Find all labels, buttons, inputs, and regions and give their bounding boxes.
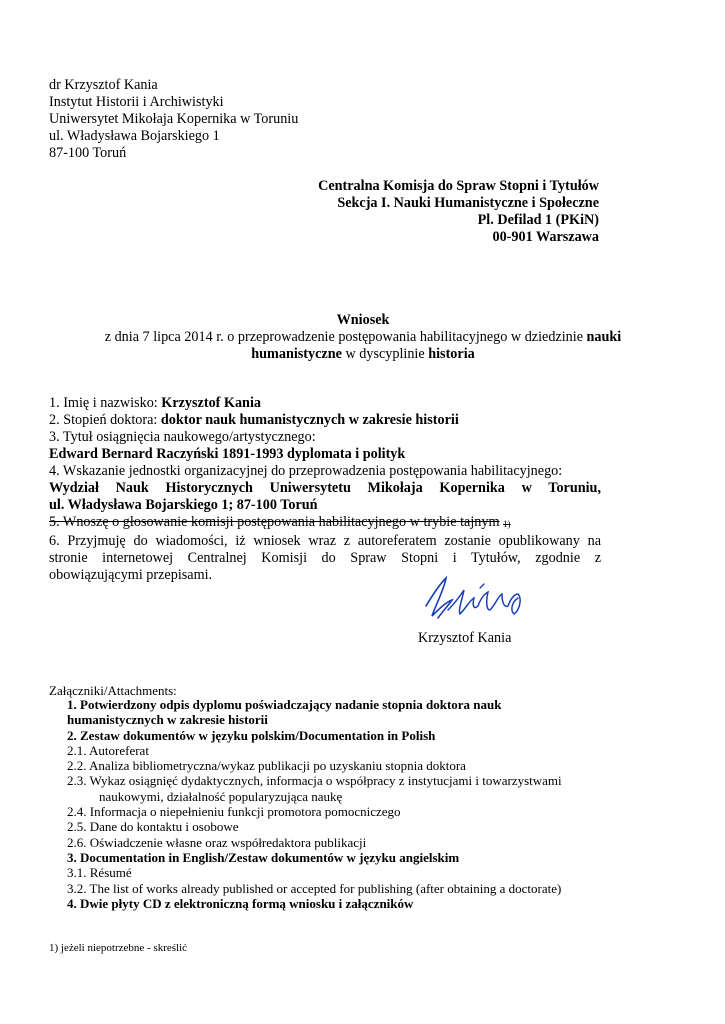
attachment-2-6: 2.6. Oświadczenie własne oraz współredaktora publikacji xyxy=(67,834,367,850)
sender-name: dr Krzysztof Kania xyxy=(49,77,158,93)
field-b: humanistyczne xyxy=(251,346,342,362)
attachments-list xyxy=(67,697,627,911)
item-3-label: 3. Tytuł osiągnięcia naukowego/artystycznego: xyxy=(49,429,316,445)
attachment-2-3-line-2: naukowymi, działalność popularyzująca naukę xyxy=(99,788,343,804)
sender-address xyxy=(49,77,298,162)
attachment-3-2: 3.2. The list of works already published or accepted for publishing (after obtaining a doctorate) xyxy=(67,880,562,896)
item-5 xyxy=(49,514,601,533)
attachment-2-3-line-1: 2.3. Wykaz osiągnięć dydaktycznych, informacja o współpracy z instytucjami i towarzystwami xyxy=(67,773,562,789)
item-2 xyxy=(49,412,601,429)
sender-street: ul. Władysława Bojarskiego 1 xyxy=(49,128,220,144)
item-3-value xyxy=(49,446,601,463)
field-a: nauki xyxy=(586,329,622,345)
attachments-heading: Załączniki/Attachments: xyxy=(49,683,177,698)
recipient-commission: Centralna Komisja do Spraw Stopni i Tytułów xyxy=(318,178,599,194)
attachment-4: 4. Dwie płyty CD z elektroniczną formą wniosku i załączników xyxy=(67,895,414,911)
application-items xyxy=(49,395,601,584)
attachment-1-line-1: 1. Potwierdzony odpis dyplomu poświadczający nadanie stopnia doktora nauk xyxy=(67,697,502,712)
handwritten-signature xyxy=(418,570,548,632)
item-4-value-2 xyxy=(49,497,601,514)
application-line-2-text: w dyscyplinie xyxy=(341,346,429,362)
item-6-line-2: stronie internetowej Centralnej Komisji do Spraw Stopni i Tytułów, zgodnie z xyxy=(49,550,601,566)
discipline: historia xyxy=(428,346,475,362)
item-2-label: 2. Stopień doktora: xyxy=(49,412,161,428)
attachment-2-4: 2.4. Informacja o niepełnieniu funkcji promotora pomocniczego xyxy=(67,804,401,820)
item-4-label: 4. Wskazanie jednostki organizacyjnej do przeprowadzenia postępowania habilitacyjnego: xyxy=(49,463,563,479)
item-6-line-1: 6. Przyjmuję do wiadomości, iż wniosek wraz z autoreferatem zostanie opublikowany na xyxy=(49,533,601,549)
item-4-value-1 xyxy=(49,480,601,497)
application-title: Wniosek xyxy=(336,312,390,328)
item-1-label: 1. Imię i nazwisko: xyxy=(49,395,162,411)
signer-name: Krzysztof Kania xyxy=(418,630,512,646)
sender-institute: Instytut Historii i Archiwistyki xyxy=(49,94,224,110)
attachment-2: 2. Zestaw dokumentów w języku polskim/Documentation in Polish xyxy=(67,727,436,743)
recipient-city: 00-901 Warszawa xyxy=(492,229,599,245)
sender-university: Uniwersytet Mikołaja Kopernika w Toruniu xyxy=(49,111,299,127)
application-heading xyxy=(40,312,686,363)
application-line-1-text: z dnia 7 lipca 2014 r. o przeprowadzenie postępowania habilitacyjnego w dziedzinie xyxy=(104,329,587,345)
item-3-value-text: Edward Bernard Raczyński 1891-1993 dyplomata i polityk xyxy=(49,446,406,462)
attachment-2-2: 2.2. Analiza bibliometryczna/wykaz publikacji po uzyskaniu stopnia doktora xyxy=(67,758,466,774)
footnote: 1) jeżeli niepotrzebne - skreślić xyxy=(49,942,188,954)
attachment-2-1: 2.1. Autoreferat xyxy=(67,742,149,758)
item-1 xyxy=(49,395,601,412)
sender-city: 87-100 Toruń xyxy=(49,145,127,161)
item-5-text: 5. Wnoszę o głosowanie komisji postępowania habilitacyjnego w trybie tajnym xyxy=(49,514,500,530)
item-5-note: 1) xyxy=(503,519,511,529)
item-2-value: doktor nauk humanistycznych w zakresie historii xyxy=(160,412,459,428)
attachment-1-line-2: humanistycznych w zakresie historii xyxy=(67,712,268,728)
application-line-1 xyxy=(40,329,686,346)
item-1-value: Krzysztof Kania xyxy=(161,395,261,411)
recipient-section: Sekcja I. Nauki Humanistyczne i Społeczne xyxy=(337,195,599,211)
item-6-line-3: obowiązującymi przepisami. xyxy=(49,567,213,583)
item-4-value-2-text: ul. Władysława Bojarskiego 1; 87-100 Toruń xyxy=(49,497,318,513)
attachment-2-5: 2.5. Dane do kontaktu i osobowe xyxy=(67,819,239,835)
item-4-value-1-text: Wydział Nauk Historycznych Uniwersytetu Mikołaja Kopernika w Toruniu, xyxy=(49,480,601,496)
recipient-address xyxy=(318,178,599,246)
attachment-3: 3. Documentation in English/Zestaw dokumentów w języku angielskim xyxy=(67,849,460,865)
recipient-street: Pl. Defilad 1 (PKiN) xyxy=(477,212,599,228)
attachment-3-1: 3.1. Résumé xyxy=(67,865,132,881)
application-line-2 xyxy=(40,346,686,363)
